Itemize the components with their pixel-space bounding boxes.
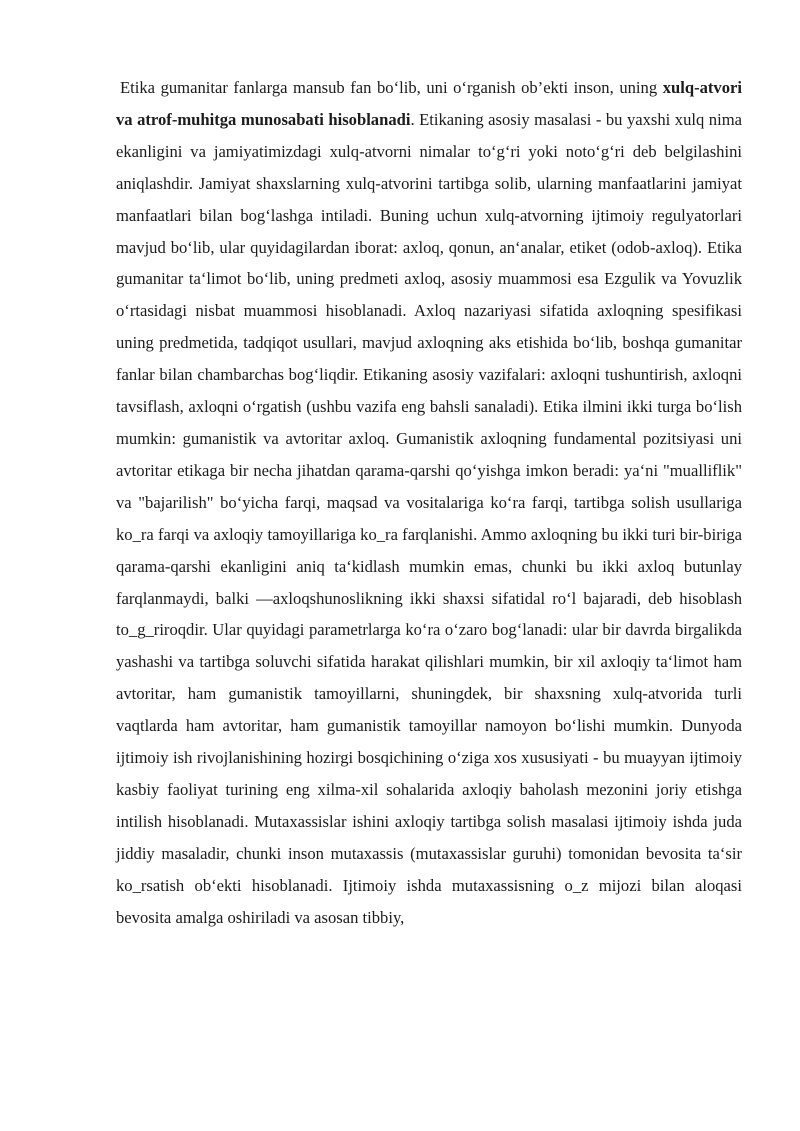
- paragraph: [116, 72, 742, 933]
- paragraph-rest: . Etikaning asosiy masalasi - bu yaxshi xulq nima ekanligini va jamiyatimizdagi xulq-atvorni nimalar to‘g‘ri yoki noto‘g‘ri deb belgilashini aniqlashdir. Jamiyat shaxslarning xulq-atvorini tartibga solib, ularning manfaatlarini jamiyat manfaatlari bilan bog‘lashga intiladi. Buning uchun xulq-atvorning ijtimoiy regulyatorlari mavjud bo‘lib, ular quyidagilardan iborat: axloq, qonun, an‘analar, etiket (odob-axloq). Etika gumanitar ta‘limot bo‘lib, uning predmeti axloq, asosiy muammosi esa Ezgulik va Yovuzlik o‘rtasidagi nisbat muammosi hisoblanadi. Axloq nazariyasi sifatida axloqning spesifikasi uning predmetida, tadqiqot usullari, mavjud axloqning aks etishida bo‘lib, boshqa gumanitar fanlar bilan chambarchas bog‘liqdir. Etikaning asosiy vazifalari: axloqni tushuntirish, axloqni tavsiflash, axloqni o‘rgatish (ushbu vazifa eng bahsli sanaladi). Etika ilmini ikki turga bo‘lish mumkin: gumanistik va avtoritar axloq. Gumanistik axloqning fundamental pozitsiyasi uni avtoritar etikaga bir necha jihatdan qarama-qarshi qo‘yishga imkon beradi: ya‘ni "mualliflik" va "bajarilish" bo‘yicha farqi, maqsad va vositalariga ko‘ra farqi, tartibga solish usullariga ko_ra farqi va axloqiy tamoyillariga ko_ra farqlanishi. Ammo axloqning bu ikki turi bir-biriga qarama-qarshi ekanligini aniq ta‘kidlash mumkin emas, chunki bu ikki axloq butunlay farqlanmaydi, balki ―axloqshunoslikning ikki shaxsi sifatidal ro‘l bajaradi, deb hisoblash to_g_riroqdir. Ular quyidagi parametrlarga ko‘ra o‘zaro bog‘lanadi: ular bir davrda birgalikda yashashi va tartibga soluvchi sifatida harakat qilishlari mumkin, bir xil axloqiy ta‘limot ham avtoritar, ham gumanistik tamoyillarni, shuningdek, bir shaxsning xulq-atvorida turli vaqtlarda ham avtoritar, ham gumanistik tamoyillar namoyon bo‘lishi mumkin. Dunyoda ijtimoiy ish rivojlanishining hozirgi bosqichining o‘ziga xos xususiyati - bu muayyan ijtimoiy kasbiy faoliyat turining eng xilma-xil sohalarida axloqiy baholash mezonini joriy etishga intilish hisoblanadi. Mutaxassislar ishini axloqiy tartibga solish masalasi ijtimoiy ishda juda jiddiy masaladir, chunki inson mutaxassis (mutaxassislar guruhi) tomonidan bevosita ta‘sir ko_rsatish ob‘ekti hisoblanadi. Ijtimoiy ishda mutaxassisning o_z mijozi bilan aloqasi bevosita amalga oshiriladi va asosan tibbiy,: [116, 109, 742, 927]
- paragraph-bold-phrase: xulq-atvori va atrof-muhitga munosabati hisoblanadi: [116, 78, 742, 129]
- body-text: [116, 72, 742, 933]
- paragraph-lead: Etika gumanitar fanlarga mansub fan bo‘lib, uni o‘rganish ob’ekti inson, uning: [120, 78, 663, 97]
